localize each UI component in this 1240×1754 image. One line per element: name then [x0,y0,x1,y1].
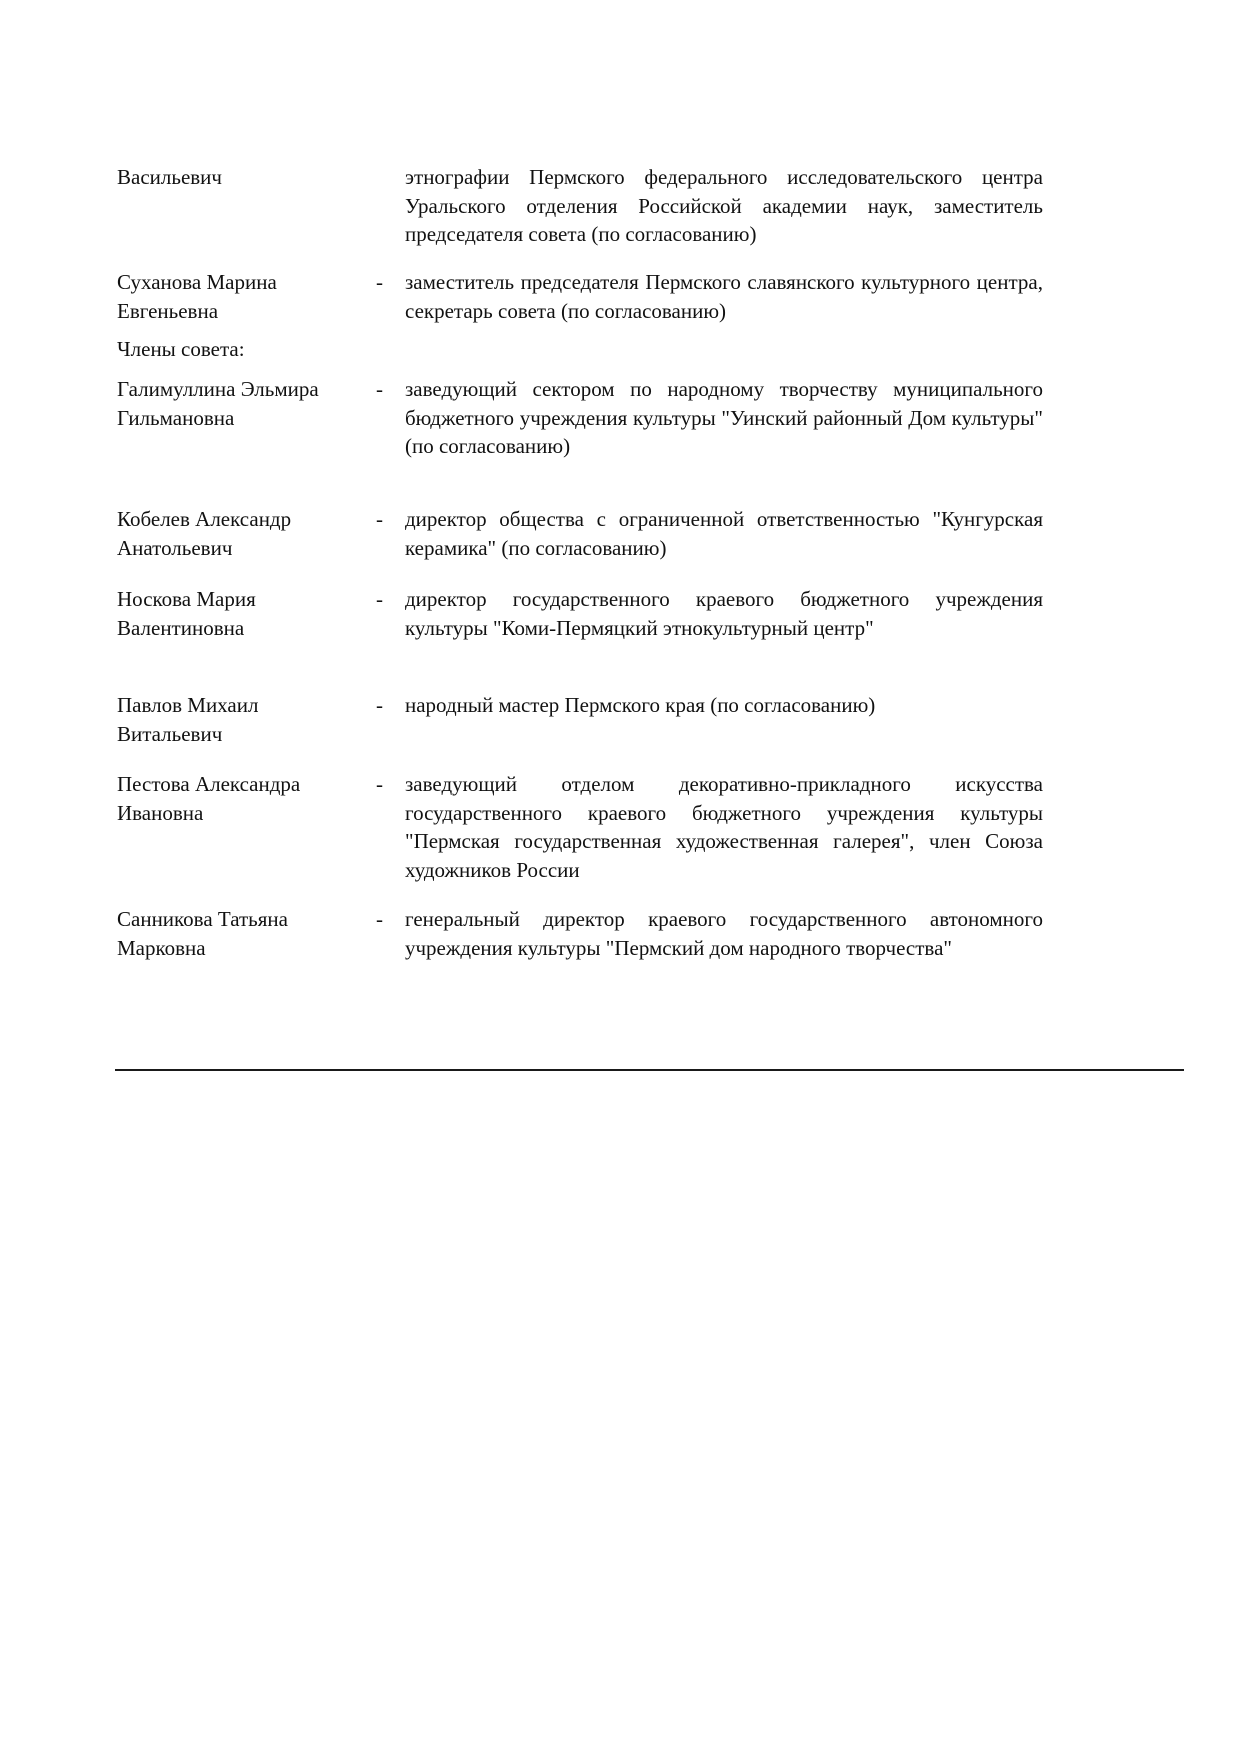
horizontal-rule [115,1069,1184,1071]
entry-name: Суханова Марина Евгеньевна [117,270,277,323]
entry-dash: - [376,907,383,931]
entry-name: Галимуллина Эльмира Гильмановна [117,377,319,430]
entry-name: Кобелев Александр Анатольевич [117,507,292,560]
entry-dash: - [376,507,383,531]
entry-description: этнографии Пермского федерального исследовательского центра Уральского отделения Российской академии наук, заместитель председателя совета (по согласованию) [405,165,1043,247]
entry-dash: - [376,270,383,294]
entry-name: Пестова Александра Ивановна [117,772,301,825]
entry-description: заведующий сектором по народному творчеству муниципального бюджетного учреждения культуры "Уинский районный Дом культуры" (по согласованию) [405,377,1043,459]
entry-name: Носкова Мария Валентиновна [117,587,256,640]
entry-description: заместитель председателя Пермского славянского культурного центра, секретарь совета (по согласованию) [405,270,1043,323]
entry-dash: - [376,772,383,796]
entry-name: Васильевич [117,165,222,189]
entry-description: директор общества с ограниченной ответственностью "Кунгурская керамика" (по согласованию) [405,507,1043,560]
entry-description: заведующий отделом декоративно-прикладного искусства государственного краевого бюджетного учреждения культуры "Пермская государственная художественная галерея", член Союза художников России [405,772,1043,882]
entry-dash: - [376,377,383,401]
entry-description: генеральный директор краевого государственного автономного учреждения культуры "Пермский дом народного творчества" [405,907,1043,960]
entry-dash: - [376,693,383,717]
entry-dash: - [376,587,383,611]
entry-name: Санникова Татьяна Марковна [117,907,288,960]
entry-description: директор государственного краевого бюджетного учреждения культуры "Коми-Пермяцкий этнокультурный центр" [405,587,1043,640]
members-heading: Члены совета: [117,337,245,361]
entry-description: народный мастер Пермского края (по согласованию) [405,693,876,717]
entry-name: Павлов Михаил Витальевич [117,693,259,746]
